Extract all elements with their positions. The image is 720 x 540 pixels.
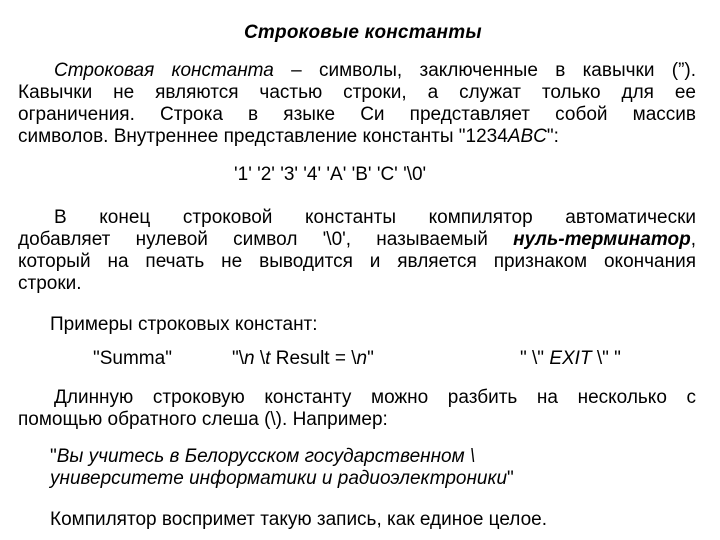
example-result bbox=[232, 348, 374, 370]
text-line bbox=[50, 468, 514, 490]
text-line: В конец строковой константы компилятор автоматически bbox=[54, 207, 696, 228]
example-exit bbox=[520, 348, 621, 370]
text-span-italic: n bbox=[356, 348, 368, 369]
slide-title: Строковые константы bbox=[244, 22, 482, 43]
text-line: Кавычки не являются частью строки, а служат только для ее bbox=[18, 82, 696, 103]
text-line: ограничения. Строка в языке Си представляет собой массив bbox=[18, 104, 696, 125]
char-array-representation: '1' '2' '3' '4' 'A' 'B' 'C' '\0' bbox=[234, 164, 427, 185]
paragraph-line-continuation bbox=[18, 387, 696, 431]
term-null-terminator: нуль-терминатор bbox=[513, 229, 691, 250]
text-span: \" " bbox=[591, 348, 621, 369]
paragraph-null-terminator bbox=[18, 207, 696, 295]
text-line bbox=[18, 126, 696, 148]
text-span: " bbox=[367, 348, 374, 369]
text-span: , bbox=[690, 229, 696, 250]
text-span-italic: EXIT bbox=[549, 348, 592, 369]
text-span: " bbox=[507, 468, 514, 489]
text-line: Длинную строковую константу можно разбить на несколько с bbox=[54, 387, 696, 408]
text-line bbox=[50, 446, 514, 468]
text-span: – символы, заключенные в кавычки (”). bbox=[273, 60, 696, 81]
text-line: строки. bbox=[18, 273, 82, 294]
text-span: Result = \ bbox=[270, 348, 357, 369]
text-line: помощью обратного слеша (\). Например: bbox=[18, 409, 388, 430]
text-line bbox=[18, 229, 696, 251]
text-span-italic: ABC bbox=[507, 126, 547, 147]
text-span: "\ bbox=[232, 348, 245, 369]
text-span: добавляет нулевой символ '\0', называемый bbox=[18, 229, 514, 250]
text-span-italic: n bbox=[244, 348, 255, 369]
text-span: " bbox=[50, 446, 57, 467]
text-span-italic: университете информатики и радиоэлектроники bbox=[50, 468, 508, 489]
text-span: ": bbox=[546, 126, 559, 147]
examples-heading: Примеры строковых констант: bbox=[50, 314, 318, 335]
text-span-italic: t bbox=[265, 348, 271, 369]
example-summa: "Summa" bbox=[93, 348, 172, 369]
text-line bbox=[18, 60, 696, 82]
text-span: " \" bbox=[520, 348, 550, 369]
text-span: \ bbox=[254, 348, 266, 369]
text-line: который на печать не выводится и является признаком окончания bbox=[18, 251, 696, 272]
example-long-string bbox=[50, 446, 514, 490]
term-string-constant: Строковая константа bbox=[54, 60, 274, 81]
closing-statement: Компилятор воспримет такую запись, как единое целое. bbox=[50, 509, 547, 530]
text-span-italic: Вы учитесь в Белорусском государственном \ bbox=[56, 446, 476, 467]
paragraph-definition bbox=[18, 60, 696, 148]
text-span: символов. Внутреннее представление константы "1234 bbox=[18, 126, 508, 147]
